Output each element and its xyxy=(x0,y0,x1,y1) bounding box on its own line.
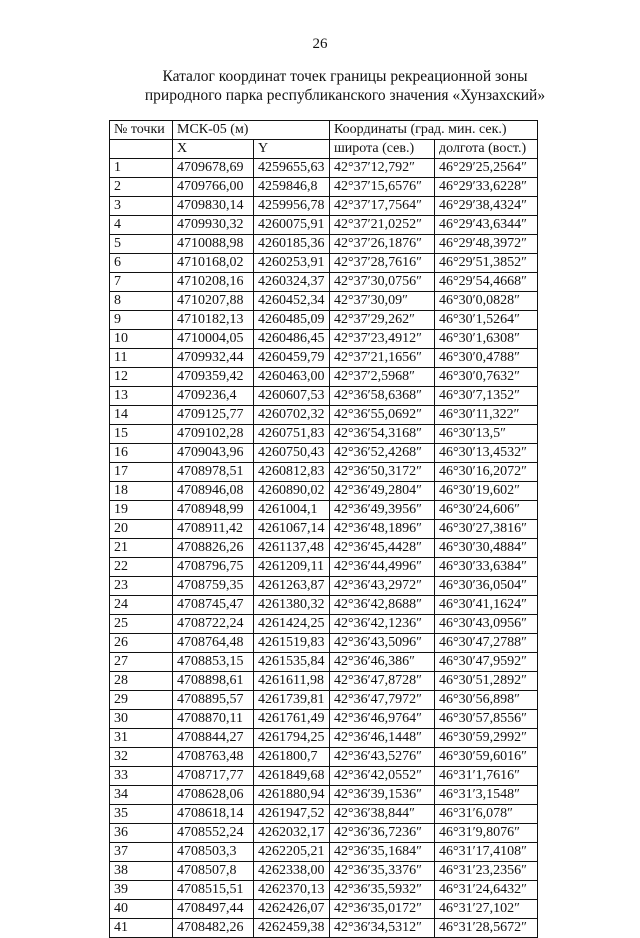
cell-latitude: 42°36′46,9764″ xyxy=(330,710,435,729)
cell-y: 4260702,32 xyxy=(254,406,330,425)
cell-point-number: 36 xyxy=(110,824,173,843)
cell-y: 4260486,45 xyxy=(254,330,330,349)
table-row xyxy=(110,216,538,235)
cell-latitude: 42°37′23,4912″ xyxy=(330,330,435,349)
cell-latitude: 42°36′45,4428″ xyxy=(330,539,435,558)
cell-x: 4708844,27 xyxy=(173,729,254,748)
cell-x: 4708898,61 xyxy=(173,672,254,691)
cell-latitude: 42°36′43,2972″ xyxy=(330,577,435,596)
cell-point-number: 6 xyxy=(110,254,173,273)
cell-latitude: 42°37′26,1876″ xyxy=(330,235,435,254)
cell-longitude: 46°31′17,4108″ xyxy=(435,843,538,862)
cell-x: 4709766,00 xyxy=(173,178,254,197)
cell-point-number: 15 xyxy=(110,425,173,444)
cell-latitude: 42°37′30,09″ xyxy=(330,292,435,311)
cell-point-number: 30 xyxy=(110,710,173,729)
cell-longitude: 46°30′1,5264″ xyxy=(435,311,538,330)
cell-y: 4260075,91 xyxy=(254,216,330,235)
cell-x: 4709359,42 xyxy=(173,368,254,387)
cell-x: 4708895,57 xyxy=(173,691,254,710)
header-x: X xyxy=(173,140,254,159)
title-line-2: природного парка республиканского значения «Хунзахский» xyxy=(144,87,546,104)
table-row xyxy=(110,425,538,444)
cell-point-number: 10 xyxy=(110,330,173,349)
table-row xyxy=(110,672,538,691)
cell-point-number: 7 xyxy=(110,273,173,292)
cell-latitude: 42°36′48,1896″ xyxy=(330,520,435,539)
table-row xyxy=(110,311,538,330)
table-row xyxy=(110,919,538,938)
cell-point-number: 5 xyxy=(110,235,173,254)
cell-longitude: 46°31′27,102″ xyxy=(435,900,538,919)
cell-latitude: 42°36′38,844″ xyxy=(330,805,435,824)
cell-y: 4260452,34 xyxy=(254,292,330,311)
cell-latitude: 42°36′35,5932″ xyxy=(330,881,435,900)
header-latitude: широта (сев.) xyxy=(330,140,435,159)
table-row xyxy=(110,463,538,482)
cell-y: 4259655,63 xyxy=(254,159,330,178)
cell-latitude: 42°36′47,8728″ xyxy=(330,672,435,691)
cell-point-number: 13 xyxy=(110,387,173,406)
cell-y: 4260459,79 xyxy=(254,349,330,368)
cell-point-number: 22 xyxy=(110,558,173,577)
cell-point-number: 25 xyxy=(110,615,173,634)
cell-y: 4260607,53 xyxy=(254,387,330,406)
cell-longitude: 46°31′28,5672″ xyxy=(435,919,538,938)
cell-point-number: 26 xyxy=(110,634,173,653)
cell-x: 4710208,16 xyxy=(173,273,254,292)
cell-point-number: 24 xyxy=(110,596,173,615)
cell-longitude: 46°30′59,6016″ xyxy=(435,748,538,767)
cell-latitude: 42°36′44,4996″ xyxy=(330,558,435,577)
cell-x: 4708946,08 xyxy=(173,482,254,501)
cell-longitude: 46°30′7,1352″ xyxy=(435,387,538,406)
cell-x: 4709830,14 xyxy=(173,197,254,216)
cell-longitude: 46°30′47,2788″ xyxy=(435,634,538,653)
cell-x: 4709102,28 xyxy=(173,425,254,444)
cell-latitude: 42°36′42,0552″ xyxy=(330,767,435,786)
table-row xyxy=(110,881,538,900)
cell-x: 4708618,14 xyxy=(173,805,254,824)
table-row xyxy=(110,843,538,862)
cell-point-number: 3 xyxy=(110,197,173,216)
cell-y: 4262459,38 xyxy=(254,919,330,938)
cell-y: 4262370,13 xyxy=(254,881,330,900)
cell-y: 4260812,83 xyxy=(254,463,330,482)
cell-longitude: 46°30′59,2992″ xyxy=(435,729,538,748)
cell-longitude: 46°30′11,322″ xyxy=(435,406,538,425)
cell-y: 4260463,00 xyxy=(254,368,330,387)
cell-x: 4708764,48 xyxy=(173,634,254,653)
cell-latitude: 42°36′35,1684″ xyxy=(330,843,435,862)
table-row xyxy=(110,862,538,881)
cell-y: 4260751,83 xyxy=(254,425,330,444)
cell-y: 4259956,78 xyxy=(254,197,330,216)
cell-longitude: 46°31′24,6432″ xyxy=(435,881,538,900)
cell-point-number: 1 xyxy=(110,159,173,178)
table-row xyxy=(110,292,538,311)
cell-y: 4261800,7 xyxy=(254,748,330,767)
cell-longitude: 46°29′25,2564″ xyxy=(435,159,538,178)
cell-point-number: 14 xyxy=(110,406,173,425)
cell-y: 4261947,52 xyxy=(254,805,330,824)
cell-point-number: 8 xyxy=(110,292,173,311)
cell-longitude: 46°30′43,0956″ xyxy=(435,615,538,634)
cell-y: 4262426,07 xyxy=(254,900,330,919)
cell-point-number: 27 xyxy=(110,653,173,672)
cell-point-number: 12 xyxy=(110,368,173,387)
table-row xyxy=(110,444,538,463)
cell-x: 4708853,15 xyxy=(173,653,254,672)
table-row xyxy=(110,159,538,178)
cell-longitude: 46°29′33,6228″ xyxy=(435,178,538,197)
cell-longitude: 46°30′13,5″ xyxy=(435,425,538,444)
table-row xyxy=(110,349,538,368)
cell-point-number: 21 xyxy=(110,539,173,558)
cell-x: 4708503,3 xyxy=(173,843,254,862)
cell-longitude: 46°30′0,0828″ xyxy=(435,292,538,311)
table-row xyxy=(110,710,538,729)
table-row xyxy=(110,368,538,387)
cell-latitude: 42°37′21,0252″ xyxy=(330,216,435,235)
cell-longitude: 46°29′38,4324″ xyxy=(435,197,538,216)
cell-latitude: 42°37′30,0756″ xyxy=(330,273,435,292)
cell-y: 4261067,14 xyxy=(254,520,330,539)
cell-latitude: 42°36′54,3168″ xyxy=(330,425,435,444)
cell-longitude: 46°29′54,4668″ xyxy=(435,273,538,292)
cell-x: 4708759,35 xyxy=(173,577,254,596)
cell-y: 4262032,17 xyxy=(254,824,330,843)
cell-x: 4708628,06 xyxy=(173,786,254,805)
cell-y: 4261519,83 xyxy=(254,634,330,653)
page-number: 26 xyxy=(312,36,328,52)
cell-latitude: 42°36′58,6368″ xyxy=(330,387,435,406)
cell-point-number: 31 xyxy=(110,729,173,748)
table-row xyxy=(110,273,538,292)
cell-longitude: 46°29′43,6344″ xyxy=(435,216,538,235)
cell-x: 4710207,88 xyxy=(173,292,254,311)
cell-y: 4261380,32 xyxy=(254,596,330,615)
cell-x: 4710182,13 xyxy=(173,311,254,330)
cell-x: 4710088,98 xyxy=(173,235,254,254)
cell-x: 4708763,48 xyxy=(173,748,254,767)
table-row xyxy=(110,387,538,406)
table-row xyxy=(110,615,538,634)
page-title xyxy=(0,67,640,105)
cell-longitude: 46°30′0,4788″ xyxy=(435,349,538,368)
header-coordinates: Координаты (град. мин. сек.) xyxy=(330,121,538,140)
table-row xyxy=(110,786,538,805)
cell-latitude: 42°37′17,7564″ xyxy=(330,197,435,216)
cell-longitude: 46°31′1,7616″ xyxy=(435,767,538,786)
cell-latitude: 42°36′55,0692″ xyxy=(330,406,435,425)
table-row xyxy=(110,767,538,786)
cell-y: 4261739,81 xyxy=(254,691,330,710)
cell-y: 4260185,36 xyxy=(254,235,330,254)
cell-y: 4261761,49 xyxy=(254,710,330,729)
cell-y: 4260253,91 xyxy=(254,254,330,273)
cell-latitude: 42°36′49,3956″ xyxy=(330,501,435,520)
table-row xyxy=(110,520,538,539)
cell-longitude: 46°30′19,602″ xyxy=(435,482,538,501)
cell-longitude: 46°30′57,8556″ xyxy=(435,710,538,729)
cell-y: 4261424,25 xyxy=(254,615,330,634)
table-row xyxy=(110,748,538,767)
table-row xyxy=(110,482,538,501)
cell-y: 4261794,25 xyxy=(254,729,330,748)
cell-latitude: 42°37′12,792″ xyxy=(330,159,435,178)
cell-y: 4260890,02 xyxy=(254,482,330,501)
coordinates-table xyxy=(109,120,538,938)
table-body xyxy=(110,159,538,938)
cell-y: 4260750,43 xyxy=(254,444,330,463)
table-row xyxy=(110,558,538,577)
cell-point-number: 35 xyxy=(110,805,173,824)
table-row xyxy=(110,824,538,843)
cell-latitude: 42°36′46,1448″ xyxy=(330,729,435,748)
cell-longitude: 46°30′0,7632″ xyxy=(435,368,538,387)
cell-longitude: 46°30′47,9592″ xyxy=(435,653,538,672)
cell-point-number: 2 xyxy=(110,178,173,197)
cell-x: 4708826,26 xyxy=(173,539,254,558)
cell-y: 4259846,8 xyxy=(254,178,330,197)
cell-latitude: 42°36′42,1236″ xyxy=(330,615,435,634)
table-header xyxy=(110,121,538,159)
table-row xyxy=(110,691,538,710)
cell-latitude: 42°36′43,5276″ xyxy=(330,748,435,767)
table-row xyxy=(110,596,538,615)
cell-latitude: 42°37′2,5968″ xyxy=(330,368,435,387)
cell-point-number: 40 xyxy=(110,900,173,919)
cell-longitude: 46°30′51,2892″ xyxy=(435,672,538,691)
cell-longitude: 46°30′56,898″ xyxy=(435,691,538,710)
cell-latitude: 42°36′43,5096″ xyxy=(330,634,435,653)
cell-longitude: 46°31′3,1548″ xyxy=(435,786,538,805)
cell-latitude: 42°36′52,4268″ xyxy=(330,444,435,463)
cell-longitude: 46°31′9,8076″ xyxy=(435,824,538,843)
cell-longitude: 46°30′1,6308″ xyxy=(435,330,538,349)
table-row xyxy=(110,330,538,349)
table-row xyxy=(110,501,538,520)
cell-x: 4708717,77 xyxy=(173,767,254,786)
header-empty-cell xyxy=(110,140,173,159)
cell-latitude: 42°36′47,7972″ xyxy=(330,691,435,710)
cell-x: 4710168,02 xyxy=(173,254,254,273)
cell-longitude: 46°30′36,0504″ xyxy=(435,577,538,596)
cell-longitude: 46°31′23,2356″ xyxy=(435,862,538,881)
header-longitude: долгота (вост.) xyxy=(435,140,538,159)
cell-y: 4261849,68 xyxy=(254,767,330,786)
cell-point-number: 34 xyxy=(110,786,173,805)
cell-point-number: 32 xyxy=(110,748,173,767)
cell-latitude: 42°36′35,3376″ xyxy=(330,862,435,881)
table-header-row-1 xyxy=(110,121,538,140)
cell-longitude: 46°30′33,6384″ xyxy=(435,558,538,577)
cell-point-number: 23 xyxy=(110,577,173,596)
cell-longitude: 46°30′41,1624″ xyxy=(435,596,538,615)
cell-point-number: 17 xyxy=(110,463,173,482)
cell-x: 4709932,44 xyxy=(173,349,254,368)
table-row xyxy=(110,254,538,273)
table-header-row-2 xyxy=(110,140,538,159)
cell-latitude: 42°36′36,7236″ xyxy=(330,824,435,843)
table-row xyxy=(110,178,538,197)
table-row xyxy=(110,406,538,425)
table-row xyxy=(110,577,538,596)
cell-point-number: 9 xyxy=(110,311,173,330)
cell-latitude: 42°36′46,386″ xyxy=(330,653,435,672)
cell-point-number: 39 xyxy=(110,881,173,900)
cell-x: 4708978,51 xyxy=(173,463,254,482)
cell-latitude: 42°36′35,0172″ xyxy=(330,900,435,919)
cell-point-number: 16 xyxy=(110,444,173,463)
header-y: Y xyxy=(254,140,330,159)
cell-point-number: 38 xyxy=(110,862,173,881)
cell-latitude: 42°36′34,5312″ xyxy=(330,919,435,938)
cell-x: 4709125,77 xyxy=(173,406,254,425)
cell-latitude: 42°37′28,7616″ xyxy=(330,254,435,273)
cell-x: 4710004,05 xyxy=(173,330,254,349)
title-line-1: Каталог координат точек границы рекреационной зоны xyxy=(162,68,528,85)
header-point-number: № точки xyxy=(110,121,173,140)
cell-point-number: 4 xyxy=(110,216,173,235)
cell-y: 4262205,21 xyxy=(254,843,330,862)
cell-point-number: 19 xyxy=(110,501,173,520)
cell-latitude: 42°37′15,6576″ xyxy=(330,178,435,197)
cell-point-number: 41 xyxy=(110,919,173,938)
cell-x: 4708552,24 xyxy=(173,824,254,843)
cell-x: 4709678,69 xyxy=(173,159,254,178)
cell-y: 4260324,37 xyxy=(254,273,330,292)
cell-x: 4708870,11 xyxy=(173,710,254,729)
cell-x: 4708497,44 xyxy=(173,900,254,919)
cell-x: 4708911,42 xyxy=(173,520,254,539)
cell-x: 4708507,8 xyxy=(173,862,254,881)
cell-latitude: 42°37′21,1656″ xyxy=(330,349,435,368)
cell-point-number: 18 xyxy=(110,482,173,501)
cell-longitude: 46°30′30,4884″ xyxy=(435,539,538,558)
cell-latitude: 42°36′49,2804″ xyxy=(330,482,435,501)
table-row xyxy=(110,729,538,748)
cell-point-number: 20 xyxy=(110,520,173,539)
cell-point-number: 29 xyxy=(110,691,173,710)
cell-point-number: 37 xyxy=(110,843,173,862)
table-row xyxy=(110,653,538,672)
table-row xyxy=(110,235,538,254)
cell-longitude: 46°29′48,3972″ xyxy=(435,235,538,254)
cell-y: 4262338,00 xyxy=(254,862,330,881)
cell-longitude: 46°30′24,606″ xyxy=(435,501,538,520)
cell-x: 4709236,4 xyxy=(173,387,254,406)
cell-x: 4708722,24 xyxy=(173,615,254,634)
cell-y: 4261611,98 xyxy=(254,672,330,691)
cell-latitude: 42°37′29,262″ xyxy=(330,311,435,330)
cell-latitude: 42°36′50,3172″ xyxy=(330,463,435,482)
cell-x: 4709043,96 xyxy=(173,444,254,463)
cell-y: 4261263,87 xyxy=(254,577,330,596)
cell-x: 4708796,75 xyxy=(173,558,254,577)
cell-y: 4261209,11 xyxy=(254,558,330,577)
cell-latitude: 42°36′39,1536″ xyxy=(330,786,435,805)
cell-y: 4261535,84 xyxy=(254,653,330,672)
table-row xyxy=(110,197,538,216)
cell-y: 4261137,48 xyxy=(254,539,330,558)
header-msk: МСК-05 (м) xyxy=(173,121,330,140)
cell-longitude: 46°30′13,4532″ xyxy=(435,444,538,463)
cell-point-number: 33 xyxy=(110,767,173,786)
cell-point-number: 28 xyxy=(110,672,173,691)
table-row xyxy=(110,634,538,653)
cell-x: 4708482,26 xyxy=(173,919,254,938)
cell-x: 4708515,51 xyxy=(173,881,254,900)
table-row xyxy=(110,805,538,824)
cell-x: 4708745,47 xyxy=(173,596,254,615)
cell-y: 4261004,1 xyxy=(254,501,330,520)
cell-longitude: 46°31′6,078″ xyxy=(435,805,538,824)
cell-x: 4708948,99 xyxy=(173,501,254,520)
cell-longitude: 46°30′27,3816″ xyxy=(435,520,538,539)
cell-longitude: 46°30′16,2072″ xyxy=(435,463,538,482)
cell-longitude: 46°29′51,3852″ xyxy=(435,254,538,273)
cell-latitude: 42°36′42,8688″ xyxy=(330,596,435,615)
cell-x: 4709930,32 xyxy=(173,216,254,235)
cell-point-number: 11 xyxy=(110,349,173,368)
table-row xyxy=(110,539,538,558)
cell-y: 4260485,09 xyxy=(254,311,330,330)
table-row xyxy=(110,900,538,919)
cell-y: 4261880,94 xyxy=(254,786,330,805)
